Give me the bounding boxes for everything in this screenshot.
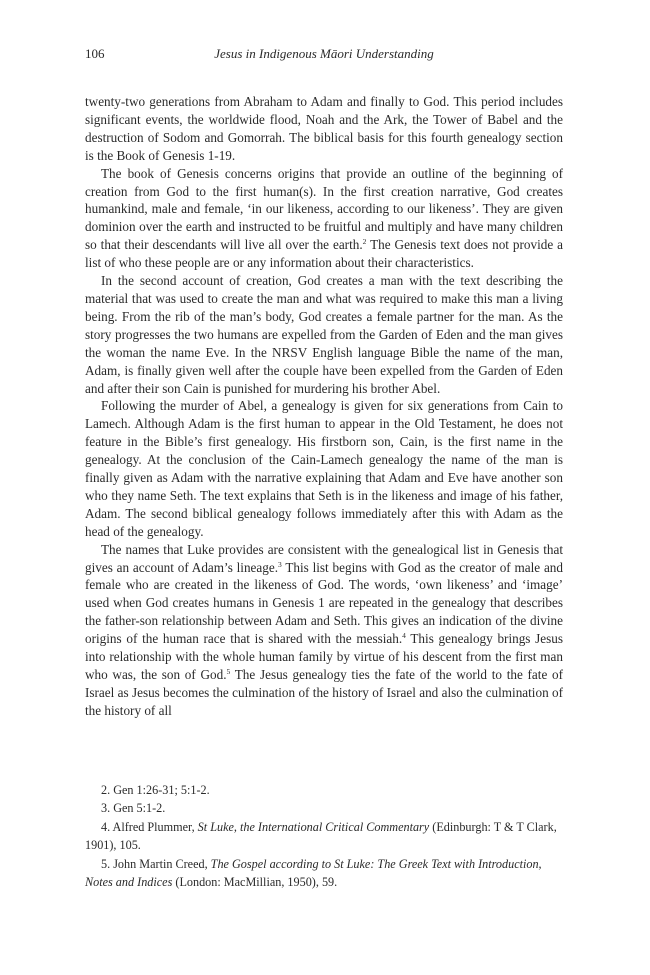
paragraph-4: Following the murder of Abel, a genealogy is given for six generations from Cain to Lamech. Although Adam is the first human to appear in the Old Testament, he does not feature in the Bible’s first genealogy. His firstborn son, Cain, is the first name in the genealogy. At the conclusion of the Cain-Lamech genealogy the name of the man is finally given as Adam with the narrative explaining that Adam and Eve have another son who they name Seth. The text explains that Seth is in the likeness and image of his father, Adam. The second biblical genealogy follows immediately after this with Adam as the head of the genealogy.	[85, 398, 563, 539]
footnote-ref-4: 4	[402, 631, 406, 641]
paragraph-5-part-d: The Jesus genealogy ties the fate of the world to the fate of Israel as Jesus becomes the culmination of the history of Israel and also the culmination of the history of all	[85, 667, 563, 718]
page-number: 106	[85, 46, 105, 61]
footnotes	[85, 781, 563, 891]
paragraph-5	[85, 541, 563, 720]
footnote-5-title: The Gospel according to St Luke: The Greek Text with Introduction, Notes and Indices	[85, 856, 542, 890]
paragraph-5-part-a: The names that Luke provides are consistent with the genealogical list in Genesis that gives an account of Adam’s lineage.	[85, 541, 563, 575]
paragraph-1: twenty-two generations from Abraham to Adam and finally to God. This period includes significant events, the worldwide flood, Noah and the Ark, the Tower of Babel and the destruction of Sodom and Gomorrah. The biblical basis for this fourth genealogy section is the Book of Genesis 1-19.	[85, 94, 563, 163]
paragraph-2	[85, 165, 563, 272]
footnote-4-author: 4. Alfred Plummer,	[101, 819, 198, 834]
footnote-ref-3: 3	[278, 559, 282, 569]
footnote-4-publication: (Edinburgh: T & T Clark, 1901), 105.	[85, 819, 557, 853]
footnote-4	[85, 818, 563, 855]
footnote-ref-5: 5	[226, 667, 231, 676]
book-page	[85, 40, 563, 720]
running-head	[85, 40, 563, 64]
footnote-ref-2: 2	[362, 237, 367, 247]
footnote-5	[85, 855, 563, 892]
running-title: Jesus in Indigenous Māori Understanding	[214, 46, 434, 61]
footnote-4-title: St Luke, the International Critical Commentary	[197, 819, 430, 834]
paragraph-3: In the second account of creation, God creates a man with the text describing the material that was used to create the man and what was required to make this man a living being. From the rib of the man’s body, God creates a female partner for the man. As the story progresses the two humans are expelled from the Garden of Eden and the man gives the woman the name Eve. In the NRSV English language Bible the name of the man, Adam, is finally given well after the couple have been expelled from the Garden of Eden and after their son Cain is punished for murdering his brother Abel.	[85, 273, 563, 396]
paragraph-2-tail: The Genesis text does not provide a list of who these people are or any information about their characteristics.	[85, 237, 563, 271]
paragraph-5-part-c: This genealogy brings Jesus into relationship with the whole human family by virtue of his descent from the first man who was, the son of God.	[85, 631, 563, 682]
paragraph-2-text: The book of Genesis concerns origins that provide an outline of the beginning of creation from God to the first human(s). In the first creation narrative, God creates humankind, male and female, ‘in our likeness, according to our likeness’. They are given dominion over the earth and instructed to be fruitful and multiply and have many children so that their descendants will live all over the earth.	[85, 165, 563, 253]
footnote-5-publication: (London: MacMillian, 1950), 59.	[172, 875, 338, 890]
footnote-5-author: 5. John Martin Creed,	[101, 856, 211, 871]
paragraph-5-part-b: This list begins with God as the creator of male and female who are created in the likeness of God. The words, ‘own likeness’ and ‘image’ used when God creates humans in Genesis 1 are repeated in the genealogy that describes the father-son relationship between Adam and Seth. This gives an indication of the divine origins of the human race that is shared with the messiah.	[85, 559, 563, 647]
footnote-2: 2. Gen 1:26-31; 5:1-2.	[101, 783, 210, 797]
footnote-3: 3. Gen 5:1-2.	[101, 801, 166, 816]
body-text	[85, 93, 563, 720]
